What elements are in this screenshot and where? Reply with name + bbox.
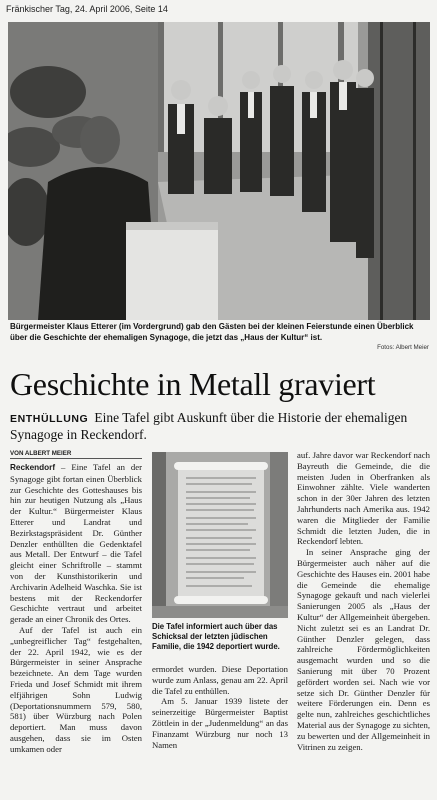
photo-credit: Fotos: Albert Meier: [377, 344, 429, 351]
byline-rule: [10, 458, 142, 459]
newspaper-dateline: Fränkischer Tag, 24. April 2006, Seite 14: [6, 4, 168, 14]
col2-paragraph-1: ermordet wurden. Diese Deportation wurde zum Anlass, genau am 22. April die Tafel zu enthüllen.: [152, 664, 288, 696]
article-column-3: [297, 450, 430, 800]
col1-paragraph-2: Auf der Tafel ist auch ein „unbegreiflicher Tag“ festgehalten, der 22. April 1942, wie es der Bürgermeister in seiner Ansprache bezeichnete. An dem Tage wurden Frieda und Josef Schmidt mit ihrem elfjährigen Sohn Ludwig (Deportationsnummern 579, 580, 581) über Würzburg nach Polen deportiert. Man muss davon ausgehen, dass sie im Osten umkamen oder: [10, 624, 142, 754]
ceremony-photo: [8, 22, 430, 320]
photo-caption: Bürgermeister Klaus Etterer (im Vordergrund) gab den Gästen bei der kleinen Feierstunde einen Überblick über die Geschichte der ehemaligen Synagoge, die jetzt das „Haus der Kultur“ ist.: [10, 322, 414, 342]
col3-paragraph-1: auf. Jahre davor war Reckendorf nach Bayreuth die Gemeinde, die die meisten Juden in Oberfranken als Einwohner zählte. Viele wanderten schon in der 30er Jahren des letzten Jahrhunderts nach Amerika aus. 1942 waren die Mitglieder der Familie Schmidt die letzten Juden, die in Reckendorf lebten.: [297, 450, 430, 547]
article-subheadline: [10, 410, 430, 442]
byline: VON ALBERT MEIER: [10, 450, 72, 457]
article-headline: Geschichte in Metall graviert: [10, 366, 376, 402]
dateline-place: Reckendorf: [10, 463, 56, 472]
col2-paragraph-2: Am 5. Januar 1939 listete der seinerzeitige Bürgermeister Baptist Zöttlein in der „Judenmeldung“ an das Finanzamt Würzburg nur noch 13 Namen: [152, 696, 288, 750]
col3-paragraph-2: In seiner Ansprache ging der Bürgermeister auch näher auf die Geschichte des Hauses ein. 2001 habe die Gemeinde die ehemalige Synagoge gekauft und nach vielerlei Sanierungen 2005 als „Haus der Kultur“ der Allgemeinheit übergeben. Nicht zuletzt sei es an Landrat Dr. Günther Denzler gelegen, dass zahlreiche Fördermöglichkeiten ausgemacht wurden und so die Sanierung mit über 70 Prozent gefördert worden sei. Nach wie vor setze sich Dr. Günther Denzler für weitere Förderungen ein. Denn es gelte nun, zahlreiches geschichtliches Material aus der Synagoge zu sichten, zu bewerten und der Allgemeinheit in Vitrinen zu zeigen.: [297, 547, 430, 752]
article-column-1: [10, 462, 142, 800]
subheadline-text: Eine Tafel gibt Auskunft über die Historie der ehemaligen Synagoge in Reckendorf.: [10, 410, 408, 442]
kicker: ENTHÜLLUNG: [10, 413, 89, 425]
article-column-2: [152, 664, 288, 800]
memorial-plaque-photo: [152, 452, 288, 618]
plaque-caption: Die Tafel informiert auch über das Schicksal der letzten jüdischen Familie, die 1942 deportiert wurde.: [152, 622, 280, 651]
col1-paragraph-1: – Eine Tafel an der Synagoge gibt fortan einen Überblick zur Geschichte des Gotteshauses bis hin zur heutigen Nutzung als „Haus der Kultur.“ Bürgermeister Klaus Etterer und Landrat und Bezirkstagspräsident Dr. Günther Denzler enthüllten die Gedenktafel aus Metall. Der Entwurf – die Tafel gleicht einer Schriftrolle – stammt von der Kunsthistorikerin und Archivarin Adelheid Waschka. Sie ist bestens mit der Reckendorfer Geschichte vertraut und arbeitet gerade an einer Chronik des Ortes.: [10, 462, 142, 625]
